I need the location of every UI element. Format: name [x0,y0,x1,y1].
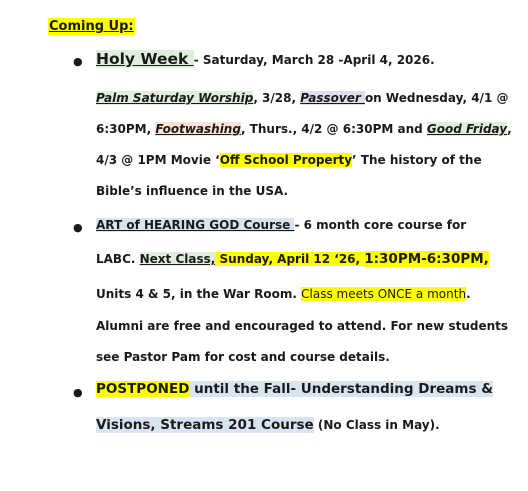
text: , [507,122,512,136]
postponed-label: POSTPONED [96,381,190,397]
class-meets-note: Class meets ONCE a month [301,287,467,301]
text: (No Class in May). [313,418,440,432]
holy-week-dates: - Saturday, March 28 -April 4, 2026. [193,53,435,67]
art-course-line-3 [96,285,471,303]
postponed-line-2 [96,416,440,434]
next-class-time: 1:30PM-6:30PM, [364,251,489,267]
text: . [466,287,471,301]
text: until the Fall- Understanding Dreams & [189,381,493,397]
text: LABC. [96,252,140,266]
art-course-line-1 [96,216,466,234]
text: Bible’s influence in the USA. [96,184,289,198]
next-class-label: Next Class, [139,252,216,266]
text: 6:30PM, [96,122,156,136]
text: ’ The history of the [352,153,482,167]
art-course-line-4 [96,317,508,335]
art-course-line-2 [96,250,489,268]
text: , 3/28, [253,91,301,105]
art-course-title: ART of HEARING GOD Course [96,218,295,232]
holy-week-line-2 [96,89,508,107]
text: , Thurs., 4/2 @ 6:30PM and [240,122,427,136]
bullet-point-holy-week: ● [73,55,83,68]
text: Units 4 & 5, in the War Room. [96,287,302,301]
text: Alumni are free and encouraged to attend. For new students [96,319,509,333]
next-class-date: Sunday, April 12 ‘26, [215,252,365,266]
art-course-line-5 [96,348,390,366]
text: 4/3 @ 1PM Movie ‘ [96,153,220,167]
holy-week-title: Holy Week [96,50,194,68]
streams-course: Visions, Streams 201 Course [96,417,314,433]
holy-week-line-5 [96,182,288,200]
bullet-point-art-course: ● [73,221,83,234]
postponed-line-1 [96,380,493,398]
text: see Pastor Pam for cost and course details. [96,350,390,364]
text: - 6 month core course for [294,218,467,232]
text: on Wednesday, 4/1 @ [364,91,509,105]
good-friday: Good Friday [426,122,508,136]
bullet-point-postponed: ● [73,386,83,399]
footwashing: Footwashing [155,122,241,136]
movie-title: Off School Property [219,153,353,167]
holy-week-line-4 [96,151,482,169]
passover: Passover [300,91,365,105]
palm-saturday-worship: Palm Saturday Worship [96,91,254,105]
holy-week-line-1 [96,50,435,69]
coming-up-heading: Coming Up: [49,19,134,34]
holy-week-line-3 [96,120,512,138]
